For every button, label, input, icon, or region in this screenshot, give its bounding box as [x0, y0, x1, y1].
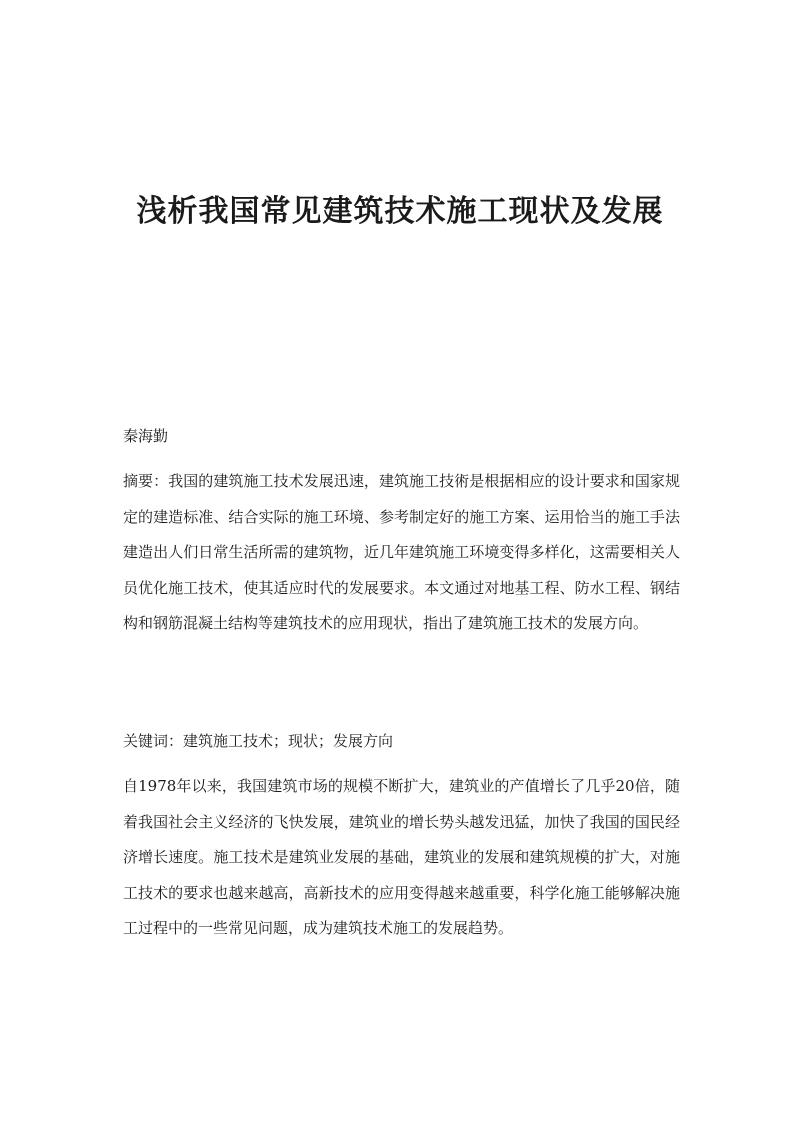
intro-paragraph: 自1978年以来，我国建筑市场的规模不断扩大，建筑业的产值增长了几乎20倍，随着我国社会主义经济的飞快发展，建筑业的增长势头越发迅猛，加快了我国的国民经济增长速度。施工技术是建筑业发展的基础，建筑业的发展和建筑规模的扩大，对施工技术的要求也越来越高，高新技术的应用变得越来越重要，科学化施工能够解决施工过程中的一些常见问题，成为建筑技术施工的发展趋势。	[123, 777, 680, 937]
document-title: 浅析我国常见建筑技术施工现状及发展	[136, 194, 664, 229]
abstract-paragraph	[123, 464, 680, 642]
abstract-label: 摘要：	[123, 472, 169, 490]
keywords-paragraph	[123, 724, 680, 760]
author-name: 秦海勤	[123, 427, 169, 445]
abstract-text: 我国的建筑施工技术发展迅速，建筑施工技術是根据相应的设计要求和国家规定的建造标准、结合实际的施工环境、参考制定好的施工方案、运用恰当的施工手法建造出人们日常生活所需的建筑物，近几年建筑施工环境变得多样化，这需要相关人员优化施工技术，使其适应时代的发展要求。本文通过对地基工程、防水工程、钢结构和钢筋混凝土结构等建筑技术的应用现状，指出了建筑施工技术的发展方向。	[123, 472, 680, 632]
keywords-text: 建筑施工技术；现状；发展方向	[183, 732, 394, 750]
keywords-label: 关键词：	[123, 732, 184, 750]
